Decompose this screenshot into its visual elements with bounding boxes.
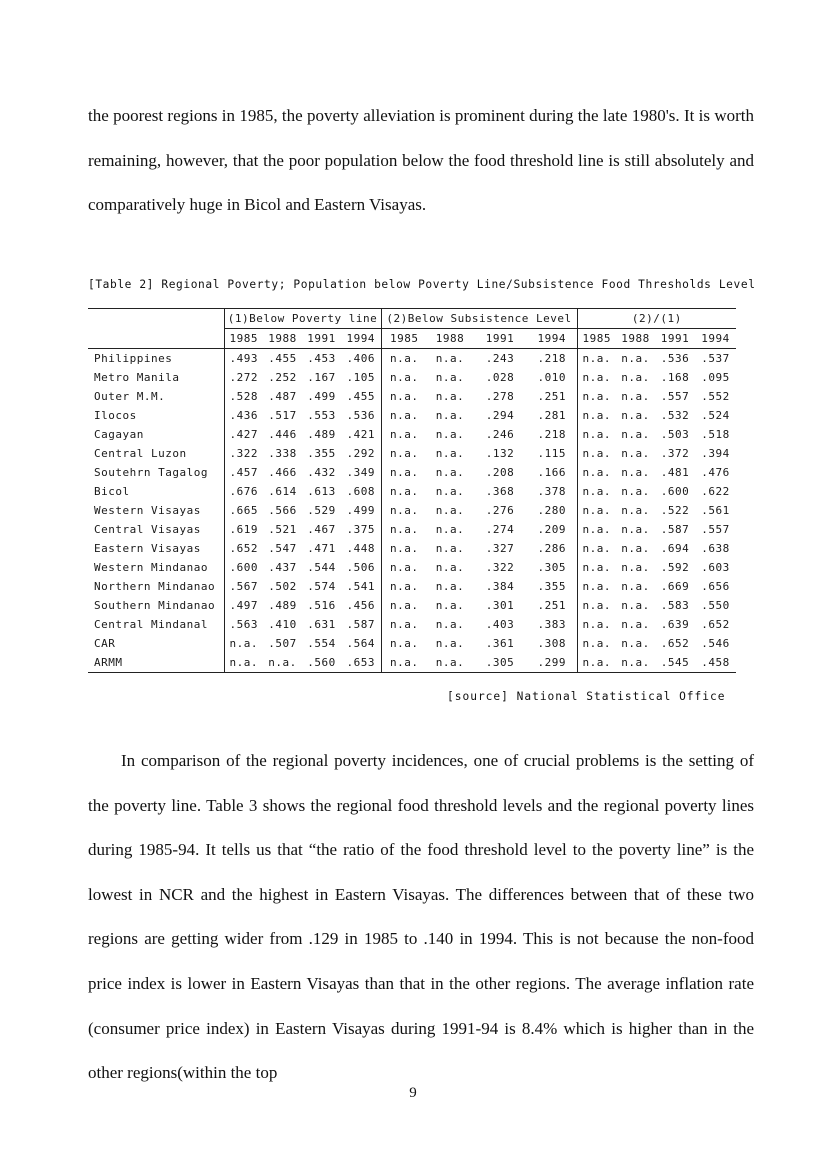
table-row: [88, 349, 736, 369]
ratio-value-cell: n.a.: [621, 428, 650, 441]
year-header-subsistence: 1994: [527, 329, 577, 349]
ratio-value-cell: n.a.: [621, 504, 650, 517]
poverty-value-cell: .437: [268, 561, 297, 574]
poverty-value-cell: .499: [346, 504, 375, 517]
poverty-value-cell: .466: [268, 466, 297, 479]
subsistence-value-cell: n.a.: [381, 577, 427, 596]
table-row: [88, 482, 736, 501]
ratio-value-cell: n.a.: [577, 444, 616, 463]
ratio-value-cell: n.a.: [621, 466, 650, 479]
subsistence-value-cell: n.a.: [435, 523, 465, 536]
subsistence-value-cell: .305: [537, 561, 567, 574]
poverty-value-cell: .375: [346, 523, 375, 536]
subsistence-value-cell: n.a.: [435, 371, 465, 384]
region-header-blank: [88, 309, 224, 329]
region-name: Southern Mindanao: [94, 599, 216, 612]
ratio-value-cell: .592: [660, 561, 690, 574]
region-name: Central Mindanal: [94, 618, 208, 631]
ratio-value-cell: n.a.: [621, 580, 650, 593]
ratio-value-cell: n.a.: [577, 558, 616, 577]
ratio-value-cell: .524: [701, 409, 730, 422]
poverty-value-cell: .541: [346, 580, 375, 593]
poverty-value-cell: n.a.: [263, 653, 302, 673]
ratio-value-cell: n.a.: [577, 653, 616, 673]
table-row: [88, 539, 736, 558]
poverty-value-cell: .448: [346, 542, 375, 555]
ratio-value-cell: .652: [701, 618, 730, 631]
subsistence-value-cell: n.a.: [435, 580, 465, 593]
ratio-value-cell: .552: [701, 390, 730, 403]
year-header-ratio: 1994: [695, 329, 736, 349]
poverty-value-cell: .529: [307, 504, 336, 517]
ratio-value-cell: n.a.: [577, 387, 616, 406]
table-row: [88, 463, 736, 482]
table-row: [88, 577, 736, 596]
poverty-value-cell: .499: [307, 390, 336, 403]
subsistence-value-cell: .010: [537, 371, 567, 384]
ratio-value-cell: n.a.: [621, 485, 650, 498]
subsistence-value-cell: .301: [485, 599, 515, 612]
subsistence-value-cell: .286: [537, 542, 567, 555]
poverty-value-cell: .272: [224, 368, 263, 387]
year-header-row: [88, 329, 736, 349]
poverty-value-cell: .502: [268, 580, 297, 593]
table-row: [88, 653, 736, 673]
table-row: [88, 520, 736, 539]
poverty-value-cell: .456: [346, 599, 375, 612]
body-paragraph: In comparison of the regional poverty incidences, one of crucial problems is the setting of the poverty line. Table 3 shows the regional food threshold levels and the regional poverty lines during 1985-94. It tells us that “the ratio of the food threshold level to the poverty line” is the lowest in NCR and the highest in Eastern Visayas. The differences between that of these two regions are getting wider from .129 in 1985 to .140 in 1994. This is not because the non-food price index is lower in Eastern Visayas than that in the other regions. The average inflation rate (consumer price index) in Eastern Visayas during 1991-94 is 8.4% which is higher than in the other regions(within the top: [88, 751, 754, 1083]
subsistence-value-cell: n.a.: [435, 637, 465, 650]
subsistence-value-cell: .276: [485, 504, 515, 517]
subsistence-value-cell: .132: [485, 447, 515, 460]
table-row: [88, 425, 736, 444]
ratio-value-cell: n.a.: [621, 618, 650, 631]
subsistence-value-cell: n.a.: [435, 485, 465, 498]
poverty-value-cell: .652: [224, 539, 263, 558]
year-header-poverty: 1991: [302, 329, 341, 349]
year-header-ratio: 1991: [655, 329, 695, 349]
region-name: Northern Mindanao: [94, 580, 216, 593]
subsistence-value-cell: n.a.: [381, 558, 427, 577]
poverty-value-cell: .252: [268, 371, 297, 384]
region-name: Soutehrn Tagalog: [94, 466, 208, 479]
poverty-value-cell: .653: [341, 653, 381, 673]
poverty-value-cell: .613: [307, 485, 336, 498]
poverty-value-cell: .614: [268, 485, 297, 498]
ratio-value-cell: .639: [660, 618, 690, 631]
ratio-value-cell: .095: [701, 371, 730, 384]
subsistence-value-cell: .208: [485, 466, 515, 479]
poverty-value-cell: .105: [346, 371, 375, 384]
subsistence-value-cell: n.a.: [381, 596, 427, 615]
ratio-value-cell: .557: [660, 390, 690, 403]
subsistence-value-cell: n.a.: [427, 653, 473, 673]
subsistence-value-cell: n.a.: [381, 482, 427, 501]
ratio-value-cell: .372: [660, 447, 690, 460]
poverty-value-cell: .455: [346, 390, 375, 403]
poverty-value-cell: .355: [307, 447, 336, 460]
table-row: [88, 501, 736, 520]
poverty-value-cell: .521: [268, 523, 297, 536]
year-header-poverty: 1994: [341, 329, 381, 349]
ratio-value-cell: .561: [701, 504, 730, 517]
table-row: [88, 615, 736, 634]
table-caption: [Table 2] Regional Poverty; Population below Poverty Line/Subsistence Food Thresholds Level: [88, 278, 756, 291]
subsistence-value-cell: .384: [485, 580, 515, 593]
ratio-value-cell: .656: [701, 580, 730, 593]
poverty-value-cell: .563: [224, 615, 263, 634]
subsistence-value-cell: .361: [485, 637, 515, 650]
ratio-value-cell: .546: [701, 637, 730, 650]
ratio-value-cell: n.a.: [577, 615, 616, 634]
ratio-value-cell: .503: [660, 428, 690, 441]
year-header-subsistence: 1985: [381, 329, 427, 349]
ratio-value-cell: .583: [660, 599, 690, 612]
ratio-value-cell: .600: [660, 485, 690, 498]
ratio-value-cell: .587: [660, 523, 690, 536]
region-name: Central Luzon: [94, 447, 187, 460]
poverty-value-cell: .167: [307, 371, 336, 384]
poverty-value-cell: .574: [307, 580, 336, 593]
ratio-value-cell: n.a.: [621, 542, 650, 555]
table-row: [88, 634, 736, 653]
region-name: Central Visayas: [94, 523, 201, 536]
subsistence-value-cell: .280: [537, 504, 567, 517]
poverty-value-cell: .497: [224, 596, 263, 615]
subsistence-value-cell: .403: [485, 618, 515, 631]
region-header-blank: [88, 329, 224, 349]
poverty-value-cell: n.a.: [224, 653, 263, 673]
table-row: [88, 596, 736, 615]
poverty-value-cell: .536: [346, 409, 375, 422]
subsistence-value-cell: n.a.: [435, 352, 465, 365]
subsistence-value-cell: n.a.: [435, 599, 465, 612]
region-name: Eastern Visayas: [94, 542, 201, 555]
poverty-value-cell: .471: [307, 542, 336, 555]
table-row: [88, 368, 736, 387]
ratio-value-cell: n.a.: [621, 409, 650, 422]
poverty-value-cell: .457: [224, 463, 263, 482]
subsistence-value-cell: n.a.: [435, 428, 465, 441]
poverty-value-cell: .631: [307, 618, 336, 631]
poverty-value-cell: .665: [224, 501, 263, 520]
ratio-value-cell: .481: [660, 466, 690, 479]
year-header-subsistence: 1988: [427, 329, 473, 349]
subsistence-value-cell: n.a.: [381, 406, 427, 425]
ratio-value-cell: n.a.: [621, 523, 650, 536]
subsistence-value-cell: .355: [537, 580, 567, 593]
subsistence-value-cell: n.a.: [381, 349, 427, 369]
region-name: Metro Manila: [94, 371, 180, 384]
subsistence-value-cell: .378: [537, 485, 567, 498]
subsistence-value-cell: .028: [485, 371, 515, 384]
ratio-value-cell: n.a.: [621, 447, 650, 460]
subsistence-value-cell: .246: [485, 428, 515, 441]
subsistence-value-cell: .218: [537, 428, 567, 441]
subsistence-value-cell: .166: [537, 466, 567, 479]
table-row: [88, 387, 736, 406]
table-row: [88, 444, 736, 463]
subsistence-value-cell: .383: [537, 618, 567, 631]
ratio-value-cell: .652: [660, 637, 690, 650]
subsistence-value-cell: n.a.: [381, 501, 427, 520]
poverty-value-cell: .587: [346, 618, 375, 631]
poverty-value-cell: .349: [346, 466, 375, 479]
subsistence-value-cell: n.a.: [435, 447, 465, 460]
subsistence-value-cell: n.a.: [381, 444, 427, 463]
subsistence-value-cell: .243: [485, 352, 515, 365]
poverty-value-cell: .619: [224, 520, 263, 539]
ratio-value-cell: .694: [660, 542, 690, 555]
poverty-value-cell: .446: [268, 428, 297, 441]
ratio-value-cell: n.a.: [577, 425, 616, 444]
page-number: 9: [409, 1085, 417, 1101]
ratio-value-cell: .603: [701, 561, 730, 574]
poverty-value-cell: .528: [224, 387, 263, 406]
ratio-value-cell: .622: [701, 485, 730, 498]
ratio-value-cell: .518: [701, 428, 730, 441]
region-name: Bicol: [94, 485, 130, 498]
poverty-value-cell: .467: [307, 523, 336, 536]
poverty-value-cell: .493: [224, 349, 263, 369]
subsistence-value-cell: .368: [485, 485, 515, 498]
ratio-value-cell: n.a.: [621, 352, 650, 365]
ratio-value-cell: .458: [695, 653, 736, 673]
subsistence-value-cell: n.a.: [381, 520, 427, 539]
year-header-subsistence: 1991: [473, 329, 527, 349]
subsistence-value-cell: .299: [527, 653, 577, 673]
ratio-value-cell: n.a.: [577, 596, 616, 615]
poverty-value-cell: .608: [346, 485, 375, 498]
subsistence-value-cell: n.a.: [435, 618, 465, 631]
region-name: Western Mindanao: [94, 561, 208, 574]
subsistence-value-cell: n.a.: [381, 425, 427, 444]
region-name: Cagayan: [94, 428, 144, 441]
ratio-value-cell: n.a.: [577, 577, 616, 596]
subsistence-value-cell: n.a.: [435, 561, 465, 574]
poverty-value-cell: .554: [307, 637, 336, 650]
subsistence-value-cell: n.a.: [381, 634, 427, 653]
subsistence-value-cell: .251: [537, 390, 567, 403]
subsistence-value-cell: n.a.: [435, 542, 465, 555]
subsistence-value-cell: .294: [485, 409, 515, 422]
poverty-value-cell: .489: [307, 428, 336, 441]
poverty-value-cell: .567: [224, 577, 263, 596]
year-header-poverty: 1985: [224, 329, 263, 349]
subsistence-value-cell: .305: [473, 653, 527, 673]
subsistence-value-cell: .251: [537, 599, 567, 612]
ratio-value-cell: .669: [660, 580, 690, 593]
poverty-value-cell: .547: [268, 542, 297, 555]
poverty-value-cell: .560: [302, 653, 341, 673]
poverty-value-cell: .421: [346, 428, 375, 441]
poverty-value-cell: .432: [307, 466, 336, 479]
subsistence-value-cell: n.a.: [381, 463, 427, 482]
ratio-value-cell: n.a.: [621, 637, 650, 650]
poverty-value-cell: .406: [346, 352, 375, 365]
ratio-value-cell: .557: [701, 523, 730, 536]
poverty-value-cell: .517: [268, 409, 297, 422]
year-header-poverty: 1988: [263, 329, 302, 349]
subsistence-value-cell: .327: [485, 542, 515, 555]
ratio-value-cell: .394: [701, 447, 730, 460]
poverty-value-cell: .338: [268, 447, 297, 460]
subsistence-value-cell: .308: [537, 637, 567, 650]
poverty-value-cell: .410: [268, 618, 297, 631]
regional-poverty-table: [88, 308, 736, 673]
ratio-value-cell: n.a.: [577, 501, 616, 520]
ratio-value-cell: n.a.: [577, 539, 616, 558]
group-header-ratio: (2)/(1): [577, 309, 736, 329]
subsistence-value-cell: .115: [537, 447, 567, 460]
poverty-value-cell: .453: [307, 352, 336, 365]
ratio-value-cell: n.a.: [577, 520, 616, 539]
ratio-value-cell: .476: [701, 466, 730, 479]
region-name: Outer M.M.: [94, 390, 166, 403]
ratio-value-cell: n.a.: [616, 653, 655, 673]
poverty-value-cell: .676: [224, 482, 263, 501]
ratio-value-cell: .545: [655, 653, 695, 673]
ratio-value-cell: .168: [660, 371, 690, 384]
year-header-ratio: 1985: [577, 329, 616, 349]
subsistence-value-cell: .274: [485, 523, 515, 536]
ratio-value-cell: .550: [701, 599, 730, 612]
ratio-value-cell: .536: [660, 352, 690, 365]
ratio-value-cell: n.a.: [621, 390, 650, 403]
subsistence-value-cell: n.a.: [435, 409, 465, 422]
poverty-value-cell: .553: [307, 409, 336, 422]
poverty-value-cell: .489: [268, 599, 297, 612]
ratio-value-cell: n.a.: [577, 482, 616, 501]
region-name: Ilocos: [94, 409, 137, 422]
poverty-value-cell: .544: [307, 561, 336, 574]
year-header-ratio: 1988: [616, 329, 655, 349]
group-header-subsistence: (2)Below Subsistence Level: [381, 309, 577, 329]
subsistence-value-cell: n.a.: [381, 368, 427, 387]
poverty-value-cell: .292: [346, 447, 375, 460]
region-name: Western Visayas: [94, 504, 201, 517]
poverty-value-cell: .427: [224, 425, 263, 444]
subsistence-value-cell: n.a.: [381, 615, 427, 634]
subsistence-value-cell: n.a.: [381, 653, 427, 673]
poverty-value-cell: .566: [268, 504, 297, 517]
ratio-value-cell: n.a.: [621, 599, 650, 612]
poverty-value-cell: .436: [224, 406, 263, 425]
poverty-value-cell: .455: [268, 352, 297, 365]
intro-paragraph: the poorest regions in 1985, the poverty alleviation is prominent during the late 1980's. It is worth remaining, however, that the poor population below the food threshold line is still absolutely and comparatively huge in Bicol and Eastern Visayas.: [88, 106, 754, 215]
region-name: CAR: [94, 637, 116, 650]
region-name: ARMM: [88, 653, 224, 673]
ratio-value-cell: n.a.: [621, 561, 650, 574]
subsistence-value-cell: n.a.: [435, 466, 465, 479]
ratio-value-cell: n.a.: [577, 634, 616, 653]
poverty-value-cell: .600: [224, 558, 263, 577]
poverty-value-cell: .564: [346, 637, 375, 650]
subsistence-value-cell: n.a.: [381, 387, 427, 406]
ratio-value-cell: n.a.: [577, 463, 616, 482]
poverty-value-cell: .506: [346, 561, 375, 574]
subsistence-value-cell: .322: [485, 561, 515, 574]
table-source: [source] National Statistical Office: [447, 690, 726, 703]
subsistence-value-cell: n.a.: [435, 390, 465, 403]
subsistence-value-cell: .209: [537, 523, 567, 536]
table-row: [88, 558, 736, 577]
ratio-value-cell: n.a.: [577, 406, 616, 425]
ratio-value-cell: n.a.: [577, 349, 616, 369]
region-name: Philippines: [94, 352, 173, 365]
poverty-value-cell: .516: [307, 599, 336, 612]
ratio-value-cell: n.a.: [577, 368, 616, 387]
ratio-value-cell: .638: [701, 542, 730, 555]
group-header-poverty: (1)Below Poverty line: [224, 309, 381, 329]
group-header-row: [88, 309, 736, 329]
ratio-value-cell: .522: [660, 504, 690, 517]
poverty-value-cell: .487: [268, 390, 297, 403]
subsistence-value-cell: .278: [485, 390, 515, 403]
poverty-value-cell: .507: [268, 637, 297, 650]
poverty-value-cell: .322: [224, 444, 263, 463]
poverty-value-cell: n.a.: [224, 634, 263, 653]
ratio-value-cell: .537: [701, 352, 730, 365]
subsistence-value-cell: .281: [537, 409, 567, 422]
subsistence-value-cell: n.a.: [435, 504, 465, 517]
ratio-value-cell: .532: [660, 409, 690, 422]
table-row: [88, 406, 736, 425]
subsistence-value-cell: n.a.: [381, 539, 427, 558]
subsistence-value-cell: .218: [537, 352, 567, 365]
ratio-value-cell: n.a.: [621, 371, 650, 384]
